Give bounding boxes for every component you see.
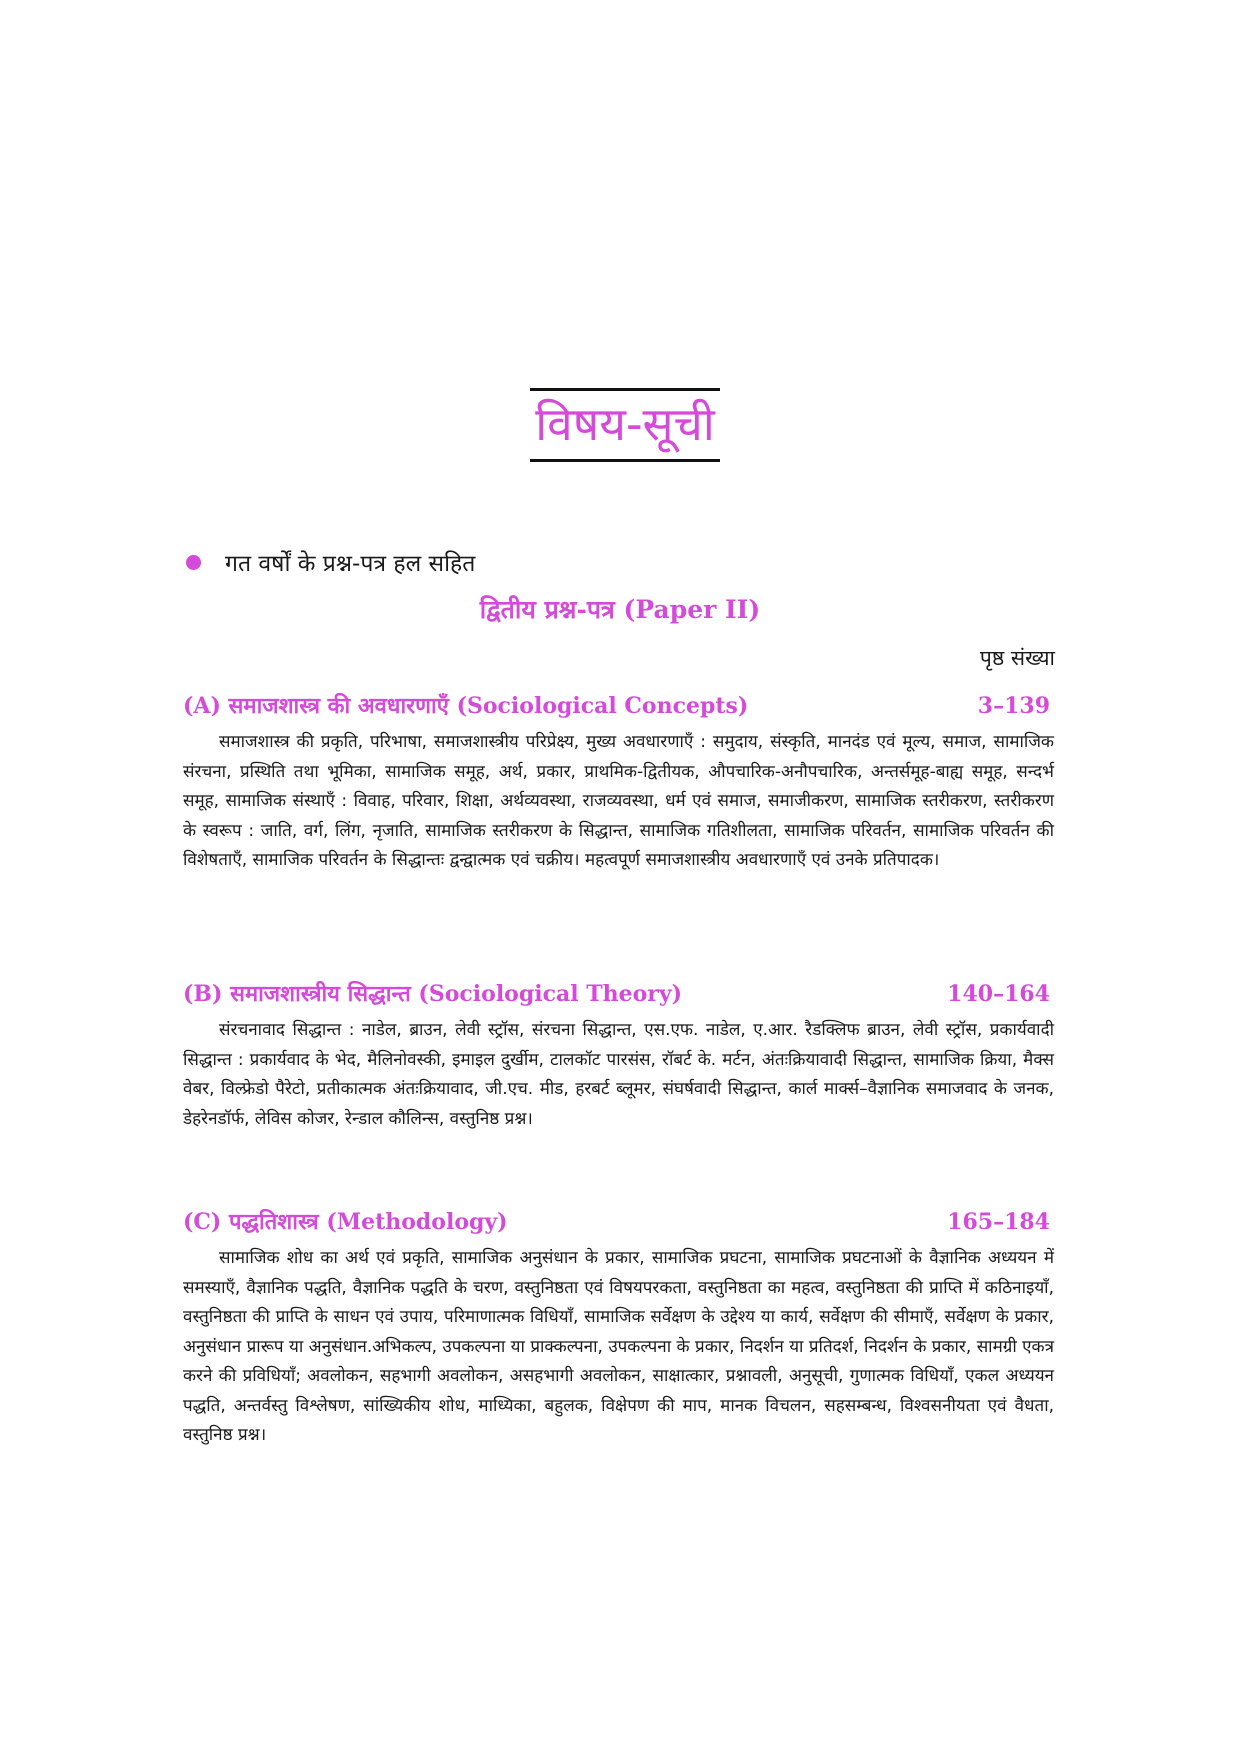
section-b <box>183 978 1054 1134</box>
bullet-text: गत वर्षों के प्रश्न-पत्र हल सहित <box>225 551 476 577</box>
section-page-range: 3–139 <box>977 693 1050 719</box>
section-heading-row <box>183 978 1054 1008</box>
section-body: संरचनावाद सिद्धान्त : नाडेल, ब्राउन, लेवी स्ट्रॉस, संरचना सिद्धान्त, एस.एफ. नाडेल, ए.आर. रैडक्लिफ ब्राउन, लेवी स्ट्रॉस, प्रकार्यवादी सिद्धान्त : प्रकार्यवाद के भेद, मैलिनोवस्की, इमाइल दुर्खीम, टालकॉट पारसंस, रॉबर्ट के. मर्टन, अंतःक्रियावादी सिद्धान्त, सामाजिक क्रिया, मैक्स वेबर, विल्फ्रेडो पैरेटो, प्रतीकात्मक अंतःक्रियावाद, जी.एच. मीड, हरबर्ट ब्लूमर, संघर्षवादी सिद्धान्त, कार्ल मार्क्स–वैज्ञानिक समाजवाद के जनक, डेहरेनडॉर्फ, लेविस कोजर, रेन्डाल कौलिन्स, वस्तुनिष्ठ प्रश्न। <box>183 1020 1054 1129</box>
bullet-dot-icon <box>186 555 201 570</box>
section-heading-row <box>183 690 1054 720</box>
section-c <box>183 1206 1054 1451</box>
section-body: समाजशास्त्र की प्रकृति, परिभाषा, समाजशास्त्रीय परिप्रेक्ष्य, मुख्य अवधारणाएँ : समुदाय, संस्कृति, मानदंड एवं मूल्य, समाज, सामाजिक संरचना, प्रस्थिति तथा भूमिका, सामाजिक समूह, अर्थ, प्रकार, प्राथमिक-द्वितीयक, औपचारिक-अनौपचारिक, अन्तर्समूह-बाह्य समूह, सन्दर्भ समूह, सामाजिक संस्थाएँ : विवाह, परिवार, शिक्षा, अर्थव्यवस्था, राजव्यवस्था, धर्म एवं समाज, समाजीकरण, सामाजिक स्तरीकरण, स्तरीकरण के स्वरूप : जाति, वर्ग, लिंग, नृजाति, सामाजिक स्तरीकरण के सिद्धान्त, सामाजिक गतिशीलता, सामाजिक परिवर्तन, सामाजिक परिवर्तन की विशेषताएँ, सामाजिक परिवर्तन के सिद्धान्तः द्वन्द्वात्मक एवं चक्रीय। महत्वपूर्ण समाजशास्त्रीय अवधारणाएँ एवं उनके प्रतिपादक। <box>183 732 1054 870</box>
title-block <box>530 388 720 462</box>
section-heading: (A) समाजशास्त्र की अवधारणाएँ (Sociological Concepts) <box>183 693 749 719</box>
section-heading: (B) समाजशास्त्रीय सिद्धान्त (Sociological Theory) <box>183 981 683 1007</box>
bullet-line <box>186 546 475 578</box>
section-heading: (C) पद्धतिशास्त्र (Methodology) <box>183 1209 508 1235</box>
section-heading-row <box>183 1206 1054 1236</box>
page-title: विषय-सूची <box>535 397 715 451</box>
section-body: सामाजिक शोध का अर्थ एवं प्रकृति, सामाजिक अनुसंधान के प्रकार, सामाजिक प्रघटना, सामाजिक प्रघटनाओं के वैज्ञानिक अध्ययन में समस्याएँ, वैज्ञानिक पद्धति, वैज्ञानिक पद्धति के चरण, वस्तुनिष्ठता एवं विषयपरकता, वस्तुनिष्ठता का महत्व, वस्तुनिष्ठता की प्राप्ति में कठिनाइयाँ, वस्तुनिष्ठता की प्राप्ति के साधन एवं उपाय, परिमाणात्मक विधियाँ, सामाजिक सर्वेक्षण के उद्देश्य या कार्य, सर्वेक्षण की सीमाएँ, सर्वेक्षण के प्रकार, अनुसंधान प्रारूप या अनुसंधान.अभिकल्प, उपकल्पना या प्राक्कल्पना, उपकल्पना के प्रकार, निदर्शन या प्रतिदर्श, निदर्शन के प्रकार, सामग्री एकत्र करने की प्रविधियाँ; अवलोकन, सहभागी अवलोकन, असहभागी अवलोकन, साक्षात्कार, प्रश्नावली, अनुसूची, गुणात्मक विधियाँ, एकल अध्ययन पद्धति, अन्तर्वस्तु विश्लेषण, सांख्यिकीय शोध, माध्यिका, बहुलक, विक्षेपण की माप, मानक विचलन, सहसम्बन्ध, विश्वसनीयता एवं वैधता, वस्तुनिष्ठ प्रश्न। <box>183 1248 1054 1445</box>
title-bottom-rule <box>530 459 720 462</box>
section-a <box>183 690 1054 876</box>
section-page-range: 140–164 <box>947 981 1050 1007</box>
page-number-column-label: पृष्ठ संख्या <box>979 646 1055 670</box>
paper-heading: द्वितीय प्रश्न-पत्र (Paper II) <box>479 595 761 624</box>
section-page-range: 165–184 <box>947 1209 1050 1235</box>
